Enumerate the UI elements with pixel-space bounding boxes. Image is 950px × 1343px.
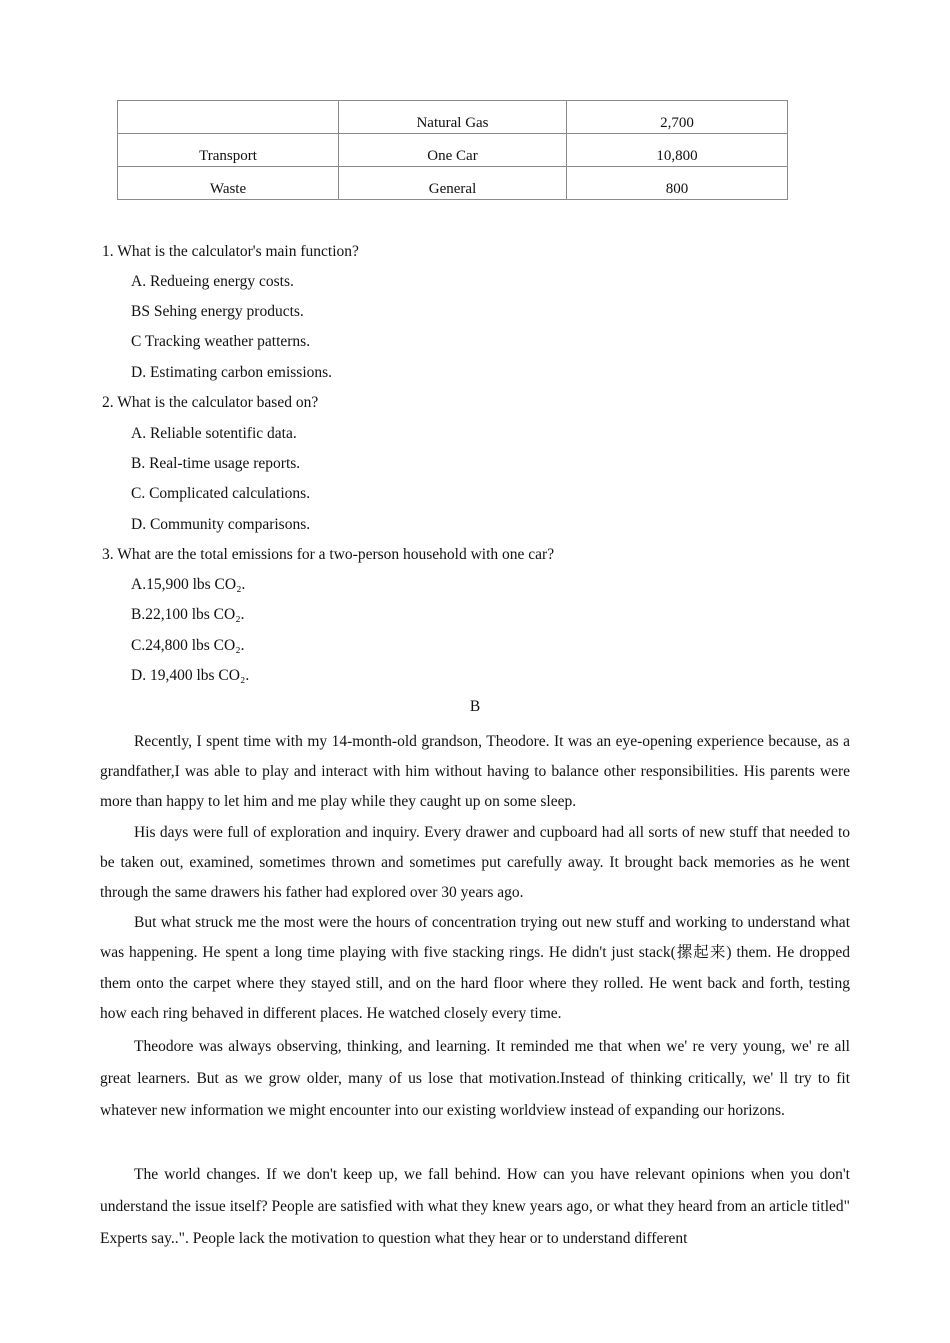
question-1-stem: 1. What is the calculator's main function? xyxy=(102,243,359,260)
table-cell: One Car xyxy=(339,134,567,167)
emissions-table xyxy=(117,100,788,200)
paragraph-text: But what struck me the most were the hours of concentration trying out new stuff and working to understand what was happening. He spent a long time playing with five stacking rings. He didn't just stack(摞起来) them. He dropped them onto the carpet where they stayed still, and on the hard floor where they rolled. He went back and forth, testing how each ring behaved in different places. He watched closely every time. xyxy=(100,914,850,1023)
question-3-option-a: A.15,900 lbs CO₂. xyxy=(131,576,246,593)
table-cell xyxy=(118,101,339,134)
question-1-option-c: C Tracking weather patterns. xyxy=(131,333,311,350)
passage-paragraph-5 xyxy=(100,1159,850,1255)
question-3-option-d: D. 19,400 lbs CO₂. xyxy=(131,667,250,684)
passage-paragraph-1 xyxy=(100,727,850,818)
question-2-option-c: C. Complicated calculations. xyxy=(131,485,311,502)
table-row xyxy=(118,167,788,200)
question-1-option-b: BS Sehing energy products. xyxy=(131,303,304,320)
table-cell: 10,800 xyxy=(567,134,788,167)
question-2-option-a: A. Reliable sotentific data. xyxy=(131,425,297,442)
question-2-option-b: B. Real-time usage reports. xyxy=(131,455,301,472)
question-1-option-a: A. Redueing energy costs. xyxy=(131,273,294,290)
table-cell: 2,700 xyxy=(567,101,788,134)
table-row xyxy=(118,134,788,167)
table-cell: Transport xyxy=(118,134,339,167)
question-2-option-d: D. Community comparisons. xyxy=(131,516,311,533)
question-1-option-d: D. Estimating carbon emissions. xyxy=(131,364,333,381)
table-cell: General xyxy=(339,167,567,200)
question-3-option-b: B.22,100 lbs CO₂. xyxy=(131,606,245,623)
passage-paragraph-3 xyxy=(100,908,850,1030)
passage-paragraph-2 xyxy=(100,818,850,909)
table-cell: 800 xyxy=(567,167,788,200)
passage-paragraph-4 xyxy=(100,1031,850,1127)
table-row xyxy=(118,101,788,134)
paragraph-text: The world changes. If we don't keep up, we fall behind. How can you have relevant opinions when you don't understand the issue itself? People are satisfied with what they knew years ago, or what they heard from an article titled" Experts say..". People lack the motivation to question what they hear or to understand different xyxy=(100,1166,850,1247)
paragraph-text: Theodore was always observing, thinking, and learning. It reminded me that when we' re very young, we' re all great learners. But as we grow older, many of us lose that motivation.Instead of thinking critically, we' ll try to fit whatever new information we might encounter into our existing worldview instead of expanding our horizons. xyxy=(100,1038,850,1119)
paragraph-text: His days were full of exploration and inquiry. Every drawer and cupboard had all sorts of new stuff that needed to be taken out, examined, sometimes thrown and sometimes put carefully away. It brought back memories as he went through the same drawers his father had explored over 30 years ago. xyxy=(100,824,850,902)
table-cell: Natural Gas xyxy=(339,101,567,134)
section-label: B xyxy=(469,698,481,715)
question-3-stem: 3. What are the total emissions for a two-person household with one car? xyxy=(102,546,555,563)
paragraph-text: Recently, I spent time with my 14-month-old grandson, Theodore. It was an eye-opening experience because, as a grandfather,I was able to play and interact with him without having to balance other responsibilities. His parents were more than happy to let him and me play while they caught up on some sleep. xyxy=(100,733,850,811)
question-3-option-c: C.24,800 lbs CO₂. xyxy=(131,637,245,654)
table-cell: Waste xyxy=(118,167,339,200)
question-2-stem: 2. What is the calculator based on? xyxy=(102,394,319,411)
